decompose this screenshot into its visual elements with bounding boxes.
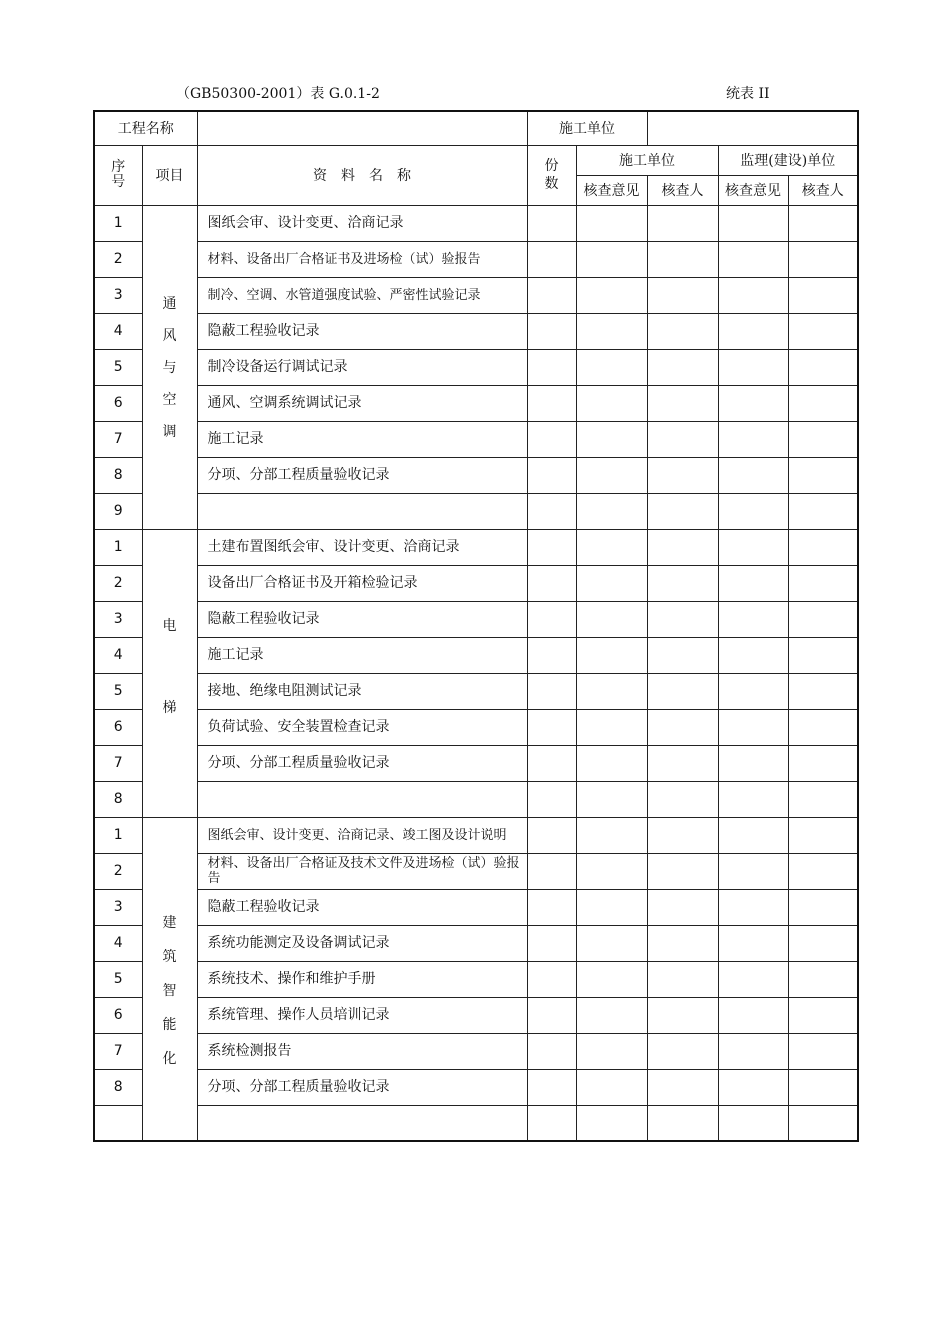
row-seq: 7 — [94, 1033, 142, 1069]
row-seq: 1 — [94, 205, 142, 241]
table-row — [94, 241, 858, 277]
copies-cell[interactable] — [527, 997, 576, 1033]
construction-opinion-cell[interactable] — [576, 1069, 647, 1105]
copies-cell[interactable] — [527, 457, 576, 493]
construction-opinion-cell[interactable] — [576, 1033, 647, 1069]
supervision-reviewer-cell[interactable] — [788, 421, 858, 457]
row-seq: 7 — [94, 745, 142, 781]
copies-cell[interactable] — [527, 853, 576, 889]
supervision-opinion-cell[interactable] — [718, 961, 788, 997]
table-row — [94, 601, 858, 637]
table-row — [94, 457, 858, 493]
copies-cell[interactable] — [527, 961, 576, 997]
review-table — [93, 110, 859, 1142]
supervision-reviewer-cell[interactable] — [788, 997, 858, 1033]
construction-opinion-cell[interactable] — [576, 385, 647, 421]
group-name-char: 空 — [162, 391, 177, 408]
copies-cell[interactable] — [527, 385, 576, 421]
doc-name-cell: 分项、分部工程质量验收记录 — [197, 457, 527, 493]
construction-opinion-cell[interactable] — [576, 709, 647, 745]
construction-reviewer-cell[interactable] — [647, 457, 718, 493]
copies-cell[interactable] — [527, 745, 576, 781]
doc-name-cell — [197, 1105, 527, 1141]
supervision-opinion-cell[interactable] — [718, 1105, 788, 1141]
table-row — [94, 385, 858, 421]
construction-reviewer-cell[interactable] — [647, 889, 718, 925]
table-row — [94, 349, 858, 385]
copies-cell[interactable] — [527, 637, 576, 673]
construction-opinion-cell[interactable] — [576, 205, 647, 241]
supervision-reviewer-cell[interactable] — [788, 745, 858, 781]
table-row — [94, 1033, 858, 1069]
supervision-reviewer-cell[interactable] — [788, 601, 858, 637]
construction-reviewer-cell[interactable] — [647, 421, 718, 457]
construction-reviewer-cell[interactable] — [647, 745, 718, 781]
supervision-reviewer-cell[interactable] — [788, 817, 858, 853]
supervision-reviewer-cell[interactable] — [788, 637, 858, 673]
construction-opinion-cell[interactable] — [576, 601, 647, 637]
row-seq: 8 — [94, 781, 142, 817]
table-row — [94, 205, 858, 241]
supervision-reviewer-cell[interactable] — [788, 205, 858, 241]
supervision-opinion-cell[interactable] — [718, 997, 788, 1033]
group-name-char: 筑 — [162, 948, 177, 965]
group-name — [142, 205, 197, 529]
construction-reviewer-cell[interactable] — [647, 925, 718, 961]
row-seq: 8 — [94, 1069, 142, 1105]
group-name-char: 建 — [162, 914, 177, 931]
supervision-opinion-cell[interactable] — [718, 313, 788, 349]
copies-cell[interactable] — [527, 889, 576, 925]
copies-cell[interactable] — [527, 925, 576, 961]
supervision-opinion-cell[interactable] — [718, 529, 788, 565]
copies-header: 份数 — [527, 145, 576, 205]
construction-opinion-cell[interactable] — [576, 853, 647, 889]
construction-reviewer-cell[interactable] — [647, 997, 718, 1033]
copies-cell[interactable] — [527, 709, 576, 745]
construction-reviewer-cell[interactable] — [647, 709, 718, 745]
row-seq: 3 — [94, 277, 142, 313]
copies-cell[interactable] — [527, 1069, 576, 1105]
table-row — [94, 565, 858, 601]
supervision-unit-header: 监理(建设)单位 — [718, 145, 858, 175]
construction-reviewer-cell[interactable] — [647, 313, 718, 349]
supervision-opinion-cell[interactable] — [718, 817, 788, 853]
group-name — [142, 529, 197, 817]
supervision-opinion-cell[interactable] — [718, 565, 788, 601]
table-row — [94, 997, 858, 1033]
construction-reviewer-cell[interactable] — [647, 1033, 718, 1069]
doc-name-cell: 材料、设备出厂合格证及技术文件及进场检（试）验报告 — [197, 853, 527, 889]
table-row — [94, 637, 858, 673]
doc-name-cell: 负荷试验、安全装置检查记录 — [197, 709, 527, 745]
construction-opinion-cell[interactable] — [576, 349, 647, 385]
doc-name-cell: 图纸会审、设计变更、洽商记录 — [197, 205, 527, 241]
seq-header: 序号 — [94, 145, 142, 205]
project-name-label: 工程名称 — [94, 111, 197, 145]
supervision-opinion-cell[interactable] — [718, 709, 788, 745]
project-row — [94, 111, 858, 145]
construction-reviewer-cell[interactable] — [647, 961, 718, 997]
row-seq: 2 — [94, 241, 142, 277]
row-seq: 7 — [94, 421, 142, 457]
supervision-reviewer-cell[interactable] — [788, 781, 858, 817]
copies-cell[interactable] — [527, 349, 576, 385]
copies-cell[interactable] — [527, 493, 576, 529]
construction-unit-header: 施工单位 — [576, 145, 718, 175]
form-series-label: 统表 II — [726, 86, 770, 102]
table-row — [94, 961, 858, 997]
supervision-reviewer-cell[interactable] — [788, 313, 858, 349]
doc-name-cell — [197, 781, 527, 817]
construction-opinion-cell[interactable] — [576, 817, 647, 853]
table-row — [94, 817, 858, 853]
construction-unit-label: 施工单位 — [527, 111, 647, 145]
table-row — [94, 781, 858, 817]
supervision-reviewer-cell[interactable] — [788, 1033, 858, 1069]
copies-cell[interactable] — [527, 205, 576, 241]
construction-opinion-cell[interactable] — [576, 313, 647, 349]
supervision-opinion-cell[interactable] — [718, 457, 788, 493]
supervision-reviewer-cell[interactable] — [788, 385, 858, 421]
supervision-reviewer-cell[interactable] — [788, 565, 858, 601]
construction-reviewer-cell[interactable] — [647, 781, 718, 817]
construction-opinion-cell[interactable] — [576, 277, 647, 313]
copies-cell[interactable] — [527, 1105, 576, 1141]
construction-reviewer-cell[interactable] — [647, 385, 718, 421]
copies-cell[interactable] — [527, 673, 576, 709]
doc-name-cell: 隐蔽工程验收记录 — [197, 313, 527, 349]
construction-reviewer-cell[interactable] — [647, 817, 718, 853]
header-row-1 — [94, 145, 858, 175]
item-header: 项目 — [142, 145, 197, 205]
supervision-review-opinion-header: 核查意见 — [718, 175, 788, 205]
row-seq: 2 — [94, 853, 142, 889]
group-name-char: 化 — [162, 1050, 177, 1067]
supervision-opinion-cell[interactable] — [718, 781, 788, 817]
supervision-reviewer-cell[interactable] — [788, 457, 858, 493]
group-name-char: 梯 — [162, 699, 177, 716]
supervision-reviewer-cell[interactable] — [788, 1105, 858, 1141]
table-row — [94, 745, 858, 781]
group-name-char: 通 — [162, 295, 177, 312]
row-seq: 4 — [94, 637, 142, 673]
construction-opinion-cell[interactable] — [576, 925, 647, 961]
copies-cell[interactable] — [527, 241, 576, 277]
doc-name-cell: 隐蔽工程验收记录 — [197, 889, 527, 925]
supervision-opinion-cell[interactable] — [718, 853, 788, 889]
copies-cell[interactable] — [527, 529, 576, 565]
supervision-reviewer-header: 核查人 — [788, 175, 858, 205]
table-row — [94, 421, 858, 457]
doc-name-cell: 系统功能测定及设备调试记录 — [197, 925, 527, 961]
construction-reviewer-cell[interactable] — [647, 673, 718, 709]
table-row — [94, 1105, 858, 1141]
table-row — [94, 853, 858, 889]
row-seq: 5 — [94, 673, 142, 709]
doc-name-cell: 分项、分部工程质量验收记录 — [197, 1069, 527, 1105]
group-name-char: 能 — [162, 1016, 177, 1033]
construction-reviewer-cell[interactable] — [647, 637, 718, 673]
construction-opinion-cell[interactable] — [576, 493, 647, 529]
doc-name-cell: 设备出厂合格证书及开箱检验记录 — [197, 565, 527, 601]
construction-opinion-cell[interactable] — [576, 637, 647, 673]
doc-name-cell: 土建布置图纸会审、设计变更、洽商记录 — [197, 529, 527, 565]
group-name-char: 与 — [162, 359, 177, 376]
table-row — [94, 313, 858, 349]
doc-name-cell: 接地、绝缘电阻测试记录 — [197, 673, 527, 709]
row-seq: 6 — [94, 385, 142, 421]
table-row — [94, 889, 858, 925]
row-seq: 1 — [94, 529, 142, 565]
doc-name-cell: 系统管理、操作人员培训记录 — [197, 997, 527, 1033]
supervision-opinion-cell[interactable] — [718, 673, 788, 709]
construction-reviewer-cell[interactable] — [647, 349, 718, 385]
construction-reviewer-cell[interactable] — [647, 241, 718, 277]
construction-reviewer-cell[interactable] — [647, 853, 718, 889]
copies-cell[interactable] — [527, 817, 576, 853]
construction-opinion-cell[interactable] — [576, 457, 647, 493]
construction-reviewer-cell[interactable] — [647, 565, 718, 601]
row-seq: 3 — [94, 889, 142, 925]
supervision-reviewer-cell[interactable] — [788, 349, 858, 385]
construction-opinion-cell[interactable] — [576, 529, 647, 565]
row-seq: 8 — [94, 457, 142, 493]
group-name-char: 调 — [162, 423, 177, 440]
group-name-char: 智 — [162, 982, 177, 999]
doc-name-cell: 隐蔽工程验收记录 — [197, 601, 527, 637]
row-seq: 2 — [94, 565, 142, 601]
supervision-reviewer-cell[interactable] — [788, 241, 858, 277]
row-seq: 4 — [94, 313, 142, 349]
copies-cell[interactable] — [527, 601, 576, 637]
group-name-char: 风 — [162, 327, 177, 344]
construction-opinion-cell[interactable] — [576, 673, 647, 709]
row-seq: 5 — [94, 349, 142, 385]
construction-reviewer-cell[interactable] — [647, 601, 718, 637]
copies-cell[interactable] — [527, 277, 576, 313]
supervision-reviewer-cell[interactable] — [788, 853, 858, 889]
construction-opinion-cell[interactable] — [576, 565, 647, 601]
copies-cell[interactable] — [527, 1033, 576, 1069]
supervision-opinion-cell[interactable] — [718, 493, 788, 529]
construction-reviewer-header: 核查人 — [647, 175, 718, 205]
doc-name-header: 资 料 名 称 — [197, 145, 527, 205]
doc-name-cell: 材料、设备出厂合格证书及进场检（试）验报告 — [197, 241, 527, 277]
supervision-opinion-cell[interactable] — [718, 277, 788, 313]
supervision-reviewer-cell[interactable] — [788, 925, 858, 961]
row-seq: 4 — [94, 925, 142, 961]
supervision-reviewer-cell[interactable] — [788, 493, 858, 529]
table-row — [94, 925, 858, 961]
construction-reviewer-cell[interactable] — [647, 529, 718, 565]
copies-cell[interactable] — [527, 781, 576, 817]
copies-cell[interactable] — [527, 421, 576, 457]
doc-name-cell: 施工记录 — [197, 421, 527, 457]
row-seq: 6 — [94, 709, 142, 745]
doc-name-cell: 系统检测报告 — [197, 1033, 527, 1069]
construction-unit-field[interactable] — [647, 111, 858, 145]
supervision-reviewer-cell[interactable] — [788, 529, 858, 565]
copies-cell[interactable] — [527, 313, 576, 349]
form-code: （GB50300-2001）表 G.0.1-2 — [176, 86, 380, 102]
construction-reviewer-cell[interactable] — [647, 493, 718, 529]
supervision-reviewer-cell[interactable] — [788, 277, 858, 313]
supervision-opinion-cell[interactable] — [718, 385, 788, 421]
supervision-opinion-cell[interactable] — [718, 205, 788, 241]
construction-opinion-cell[interactable] — [576, 421, 647, 457]
group-name — [142, 817, 197, 1141]
table-row — [94, 529, 858, 565]
copies-cell[interactable] — [527, 565, 576, 601]
table-row — [94, 1069, 858, 1105]
supervision-opinion-cell[interactable] — [718, 1069, 788, 1105]
supervision-opinion-cell[interactable] — [718, 421, 788, 457]
construction-reviewer-cell[interactable] — [647, 1105, 718, 1141]
construction-reviewer-cell[interactable] — [647, 277, 718, 313]
doc-name-cell: 通风、空调系统调试记录 — [197, 385, 527, 421]
project-name-field[interactable] — [197, 111, 527, 145]
supervision-opinion-cell[interactable] — [718, 349, 788, 385]
supervision-opinion-cell[interactable] — [718, 637, 788, 673]
row-seq — [94, 1105, 142, 1141]
construction-opinion-cell[interactable] — [576, 781, 647, 817]
construction-opinion-cell[interactable] — [576, 889, 647, 925]
row-seq: 9 — [94, 493, 142, 529]
doc-name-cell: 制冷、空调、水管道强度试验、严密性试验记录 — [197, 277, 527, 313]
construction-reviewer-cell[interactable] — [647, 1069, 718, 1105]
construction-reviewer-cell[interactable] — [647, 205, 718, 241]
doc-name-cell: 分项、分部工程质量验收记录 — [197, 745, 527, 781]
supervision-reviewer-cell[interactable] — [788, 1069, 858, 1105]
row-seq: 1 — [94, 817, 142, 853]
table-row — [94, 673, 858, 709]
construction-review-opinion-header: 核查意见 — [576, 175, 647, 205]
supervision-opinion-cell[interactable] — [718, 601, 788, 637]
supervision-reviewer-cell[interactable] — [788, 961, 858, 997]
doc-name-cell — [197, 493, 527, 529]
supervision-opinion-cell[interactable] — [718, 1033, 788, 1069]
table-row — [94, 709, 858, 745]
table-row — [94, 277, 858, 313]
row-seq: 3 — [94, 601, 142, 637]
supervision-opinion-cell[interactable] — [718, 745, 788, 781]
construction-opinion-cell[interactable] — [576, 997, 647, 1033]
construction-opinion-cell[interactable] — [576, 1105, 647, 1141]
supervision-reviewer-cell[interactable] — [788, 709, 858, 745]
row-seq: 6 — [94, 997, 142, 1033]
table-row — [94, 493, 858, 529]
supervision-opinion-cell[interactable] — [718, 925, 788, 961]
supervision-reviewer-cell[interactable] — [788, 673, 858, 709]
doc-name-cell: 施工记录 — [197, 637, 527, 673]
doc-name-cell: 制冷设备运行调试记录 — [197, 349, 527, 385]
construction-opinion-cell[interactable] — [576, 241, 647, 277]
supervision-reviewer-cell[interactable] — [788, 889, 858, 925]
construction-opinion-cell[interactable] — [576, 961, 647, 997]
doc-name-cell: 系统技术、操作和维护手册 — [197, 961, 527, 997]
supervision-opinion-cell[interactable] — [718, 241, 788, 277]
group-name-char: 电 — [162, 617, 177, 634]
construction-opinion-cell[interactable] — [576, 745, 647, 781]
supervision-opinion-cell[interactable] — [718, 889, 788, 925]
row-seq: 5 — [94, 961, 142, 997]
doc-name-cell: 图纸会审、设计变更、洽商记录、竣工图及设计说明 — [197, 817, 527, 853]
